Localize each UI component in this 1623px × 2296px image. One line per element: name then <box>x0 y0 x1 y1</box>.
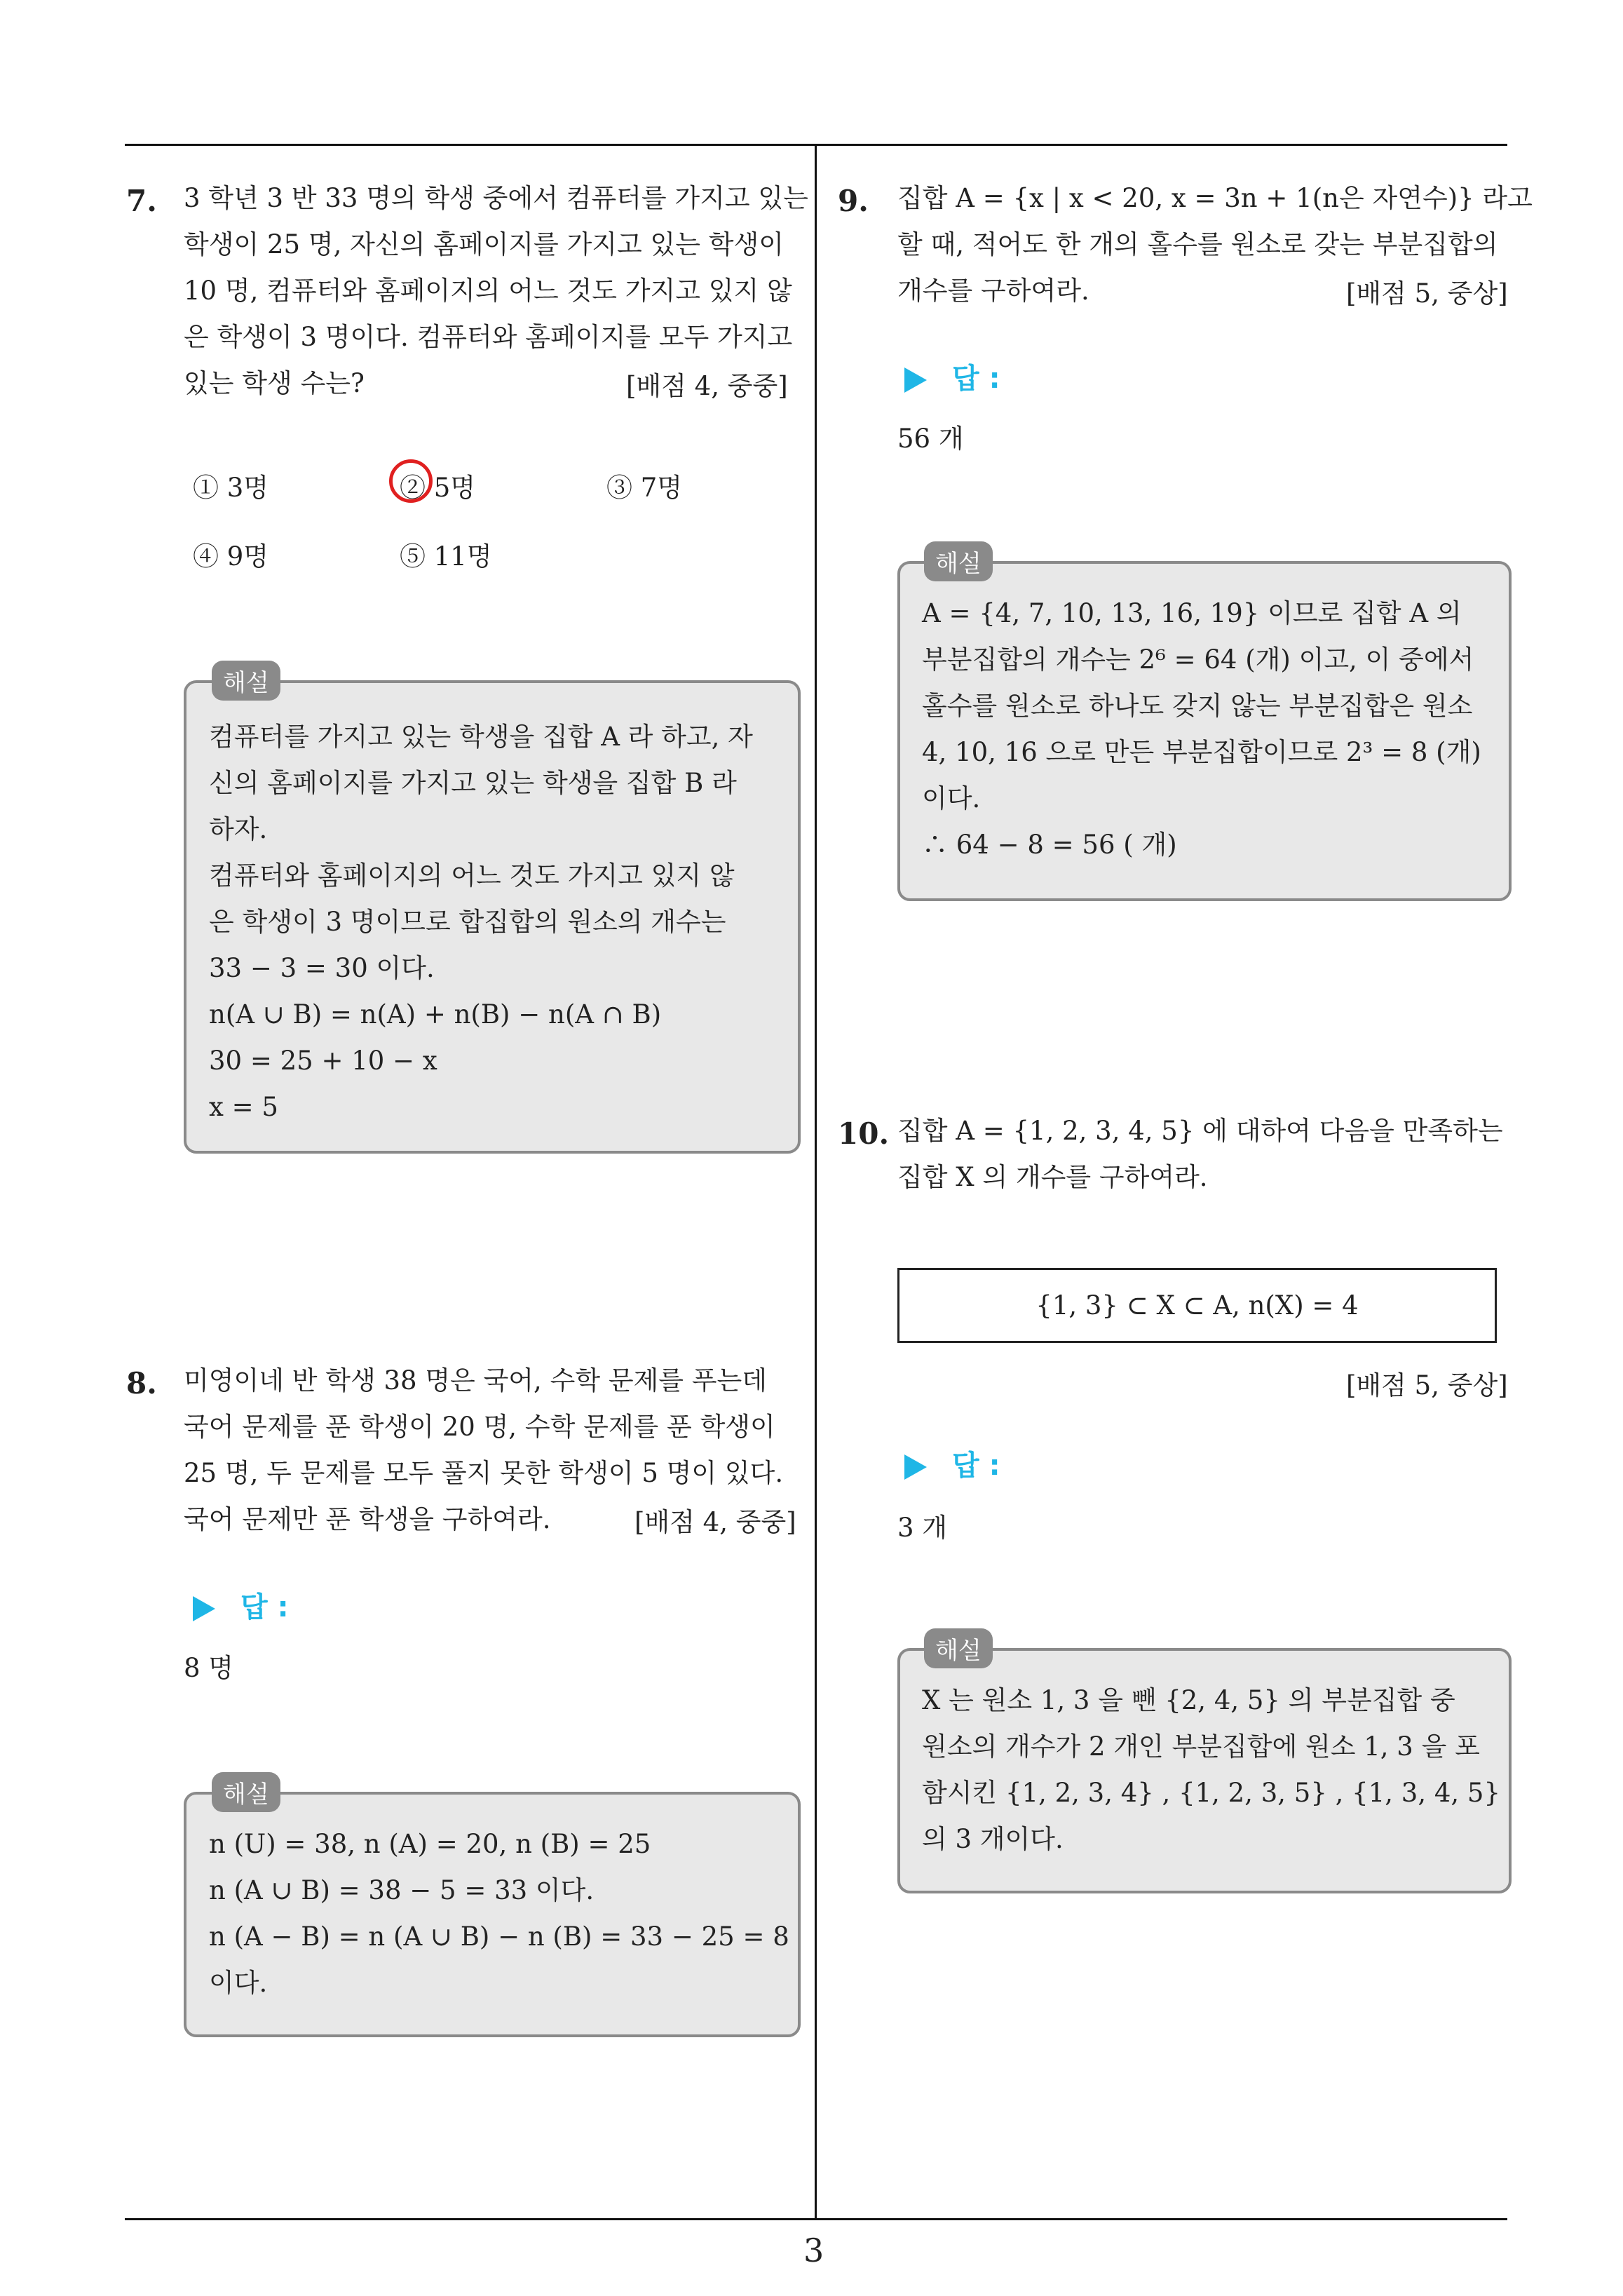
text-line: X 는 원소 1, 3 을 뺀 {2, 4, 5} 의 부분집합 중 <box>922 1685 1455 1715</box>
text-line: 국어 문제를 푼 학생이 20 명, 수학 문제를 푼 학생이 <box>184 1412 775 1442</box>
text-line: 할 때, 적어도 한 개의 홀수를 원소로 갖는 부분집합의 <box>897 229 1498 259</box>
score-label: [배점 5, 중상] <box>1346 1370 1508 1400</box>
page-number: 3 <box>803 2231 824 2269</box>
text-line: 집합 A = {x | x < 20, x = 3n + 1(n은 자연수)} 라고 <box>897 183 1533 213</box>
score-label: [배점 5, 중상] <box>1346 278 1508 309</box>
text-line: 함시킨 {1, 2, 3, 4} , {1, 2, 3, 5} , {1, 3, 4, 5} <box>922 1778 1500 1808</box>
text-line: n (A ∪ B) = 38 − 5 = 33 이다. <box>209 1875 595 1905</box>
solution-text <box>922 590 1497 868</box>
solution-tag: 해설 <box>924 541 993 581</box>
text-line: 4, 10, 16 으로 만든 부분집합이므로 2³ = 8 (개) <box>922 737 1481 767</box>
text-line: 은 학생이 3 명이므로 합집합의 원소의 개수는 <box>209 907 726 937</box>
condition-box: {1, 3} ⊂ X ⊂ A, n(X) = 4 <box>897 1268 1497 1343</box>
choice-2[interactable]: ② 5명 <box>400 473 476 503</box>
answer-value: 56 개 <box>897 424 964 454</box>
text-line: 이다. <box>922 783 981 813</box>
play-triangle-icon <box>904 1454 927 1480</box>
text-line: A = {4, 7, 10, 13, 16, 19} 이므로 집합 A 의 <box>922 598 1462 628</box>
text-line: ∴ 64 − 8 = 56 ( 개) <box>922 830 1177 860</box>
text-line: 10 명, 컴퓨터와 홈페이지의 어느 것도 가지고 있지 않 <box>184 276 792 306</box>
column-divider <box>815 144 817 2220</box>
text-line: 30 = 25 + 10 − x <box>209 1046 437 1076</box>
text-line: n (A − B) = n (A ∪ B) − n (B) = 33 − 25 = 8 <box>209 1922 789 1952</box>
text-line: 집합 X 의 개수를 구하여라. <box>897 1162 1208 1192</box>
solution-text <box>922 1677 1500 1863</box>
text-line: 국어 문제만 푼 학생을 구하여라. <box>184 1504 551 1534</box>
choice-3[interactable]: ③ 7명 <box>606 473 683 503</box>
text-line: 신의 홈페이지를 가지고 있는 학생을 집합 B 라 <box>209 768 737 798</box>
text-line: 있는 학생 수는? <box>184 368 365 398</box>
question-number: 7. <box>126 184 157 218</box>
solution-text <box>209 714 784 1130</box>
text-line: 원소의 개수가 2 개인 부분집합에 원소 1, 3 을 포 <box>922 1731 1480 1762</box>
question-number: 9. <box>838 184 869 218</box>
question-number: 8. <box>126 1366 157 1400</box>
text-line: 은 학생이 3 명이다. 컴퓨터와 홈페이지를 모두 가지고 <box>184 322 793 352</box>
text-line: 컴퓨터를 가지고 있는 학생을 집합 A 라 하고, 자 <box>209 722 753 752</box>
answer-label: 답 : <box>904 356 1000 396</box>
text-line: 컴퓨터와 홈페이지의 어느 것도 가지고 있지 않 <box>209 860 735 891</box>
text-line: 의 3 개이다. <box>922 1824 1064 1854</box>
bottom-rule <box>125 2218 1507 2220</box>
text-line: 25 명, 두 문제를 모두 풀지 못한 학생이 5 명이 있다. <box>184 1458 784 1488</box>
solution-tag: 해설 <box>212 661 280 701</box>
answer-value: 8 명 <box>184 1653 234 1683</box>
text-line: 미영이네 반 학생 38 명은 국어, 수학 문제를 푸는데 <box>184 1365 768 1396</box>
answer-label: 답 : <box>904 1443 1000 1483</box>
text-line: 집합 A = {1, 2, 3, 4, 5} 에 대하여 다음을 만족하는 <box>897 1116 1503 1146</box>
text-line: 3 학년 3 반 33 명의 학생 중에서 컴퓨터를 가지고 있는 <box>184 183 808 213</box>
answer-value: 3 개 <box>897 1513 948 1543</box>
solution-text <box>209 1821 789 2006</box>
text-line: 부분집합의 개수는 2⁶ = 64 (개) 이고, 이 중에서 <box>922 644 1474 675</box>
text-line: x = 5 <box>209 1092 278 1122</box>
play-triangle-icon <box>193 1596 215 1621</box>
question-text <box>897 1108 1514 1201</box>
text-line: 개수를 구하여라. <box>897 276 1089 306</box>
text-line: 하자. <box>209 814 268 844</box>
play-triangle-icon <box>904 367 927 393</box>
solution-tag: 해설 <box>212 1772 280 1812</box>
selected-answer-circle <box>389 459 433 503</box>
choice-1[interactable]: ① 3명 <box>193 473 269 503</box>
text-line: n(A ∪ B) = n(A) + n(B) − n(A ∩ B) <box>209 999 662 1029</box>
choice-5[interactable]: ⑤ 11명 <box>400 541 492 572</box>
text-line: 이다. <box>209 1968 268 1998</box>
text-line: 33 − 3 = 30 이다. <box>209 953 435 983</box>
score-label: [배점 4, 중중] <box>626 371 788 401</box>
text-line: n (U) = 38, n (A) = 20, n (B) = 25 <box>209 1829 651 1859</box>
choice-4[interactable]: ④ 9명 <box>193 541 269 572</box>
text-line: 학생이 25 명, 자신의 홈페이지를 가지고 있는 학생이 <box>184 229 785 259</box>
solution-tag: 해설 <box>924 1628 993 1668</box>
answer-label: 답 : <box>193 1585 289 1625</box>
text-line: 홀수를 원소로 하나도 갖지 않는 부분집합은 원소 <box>922 691 1473 721</box>
question-number: 10. <box>838 1116 890 1151</box>
score-label: [배점 4, 중중] <box>634 1507 796 1537</box>
